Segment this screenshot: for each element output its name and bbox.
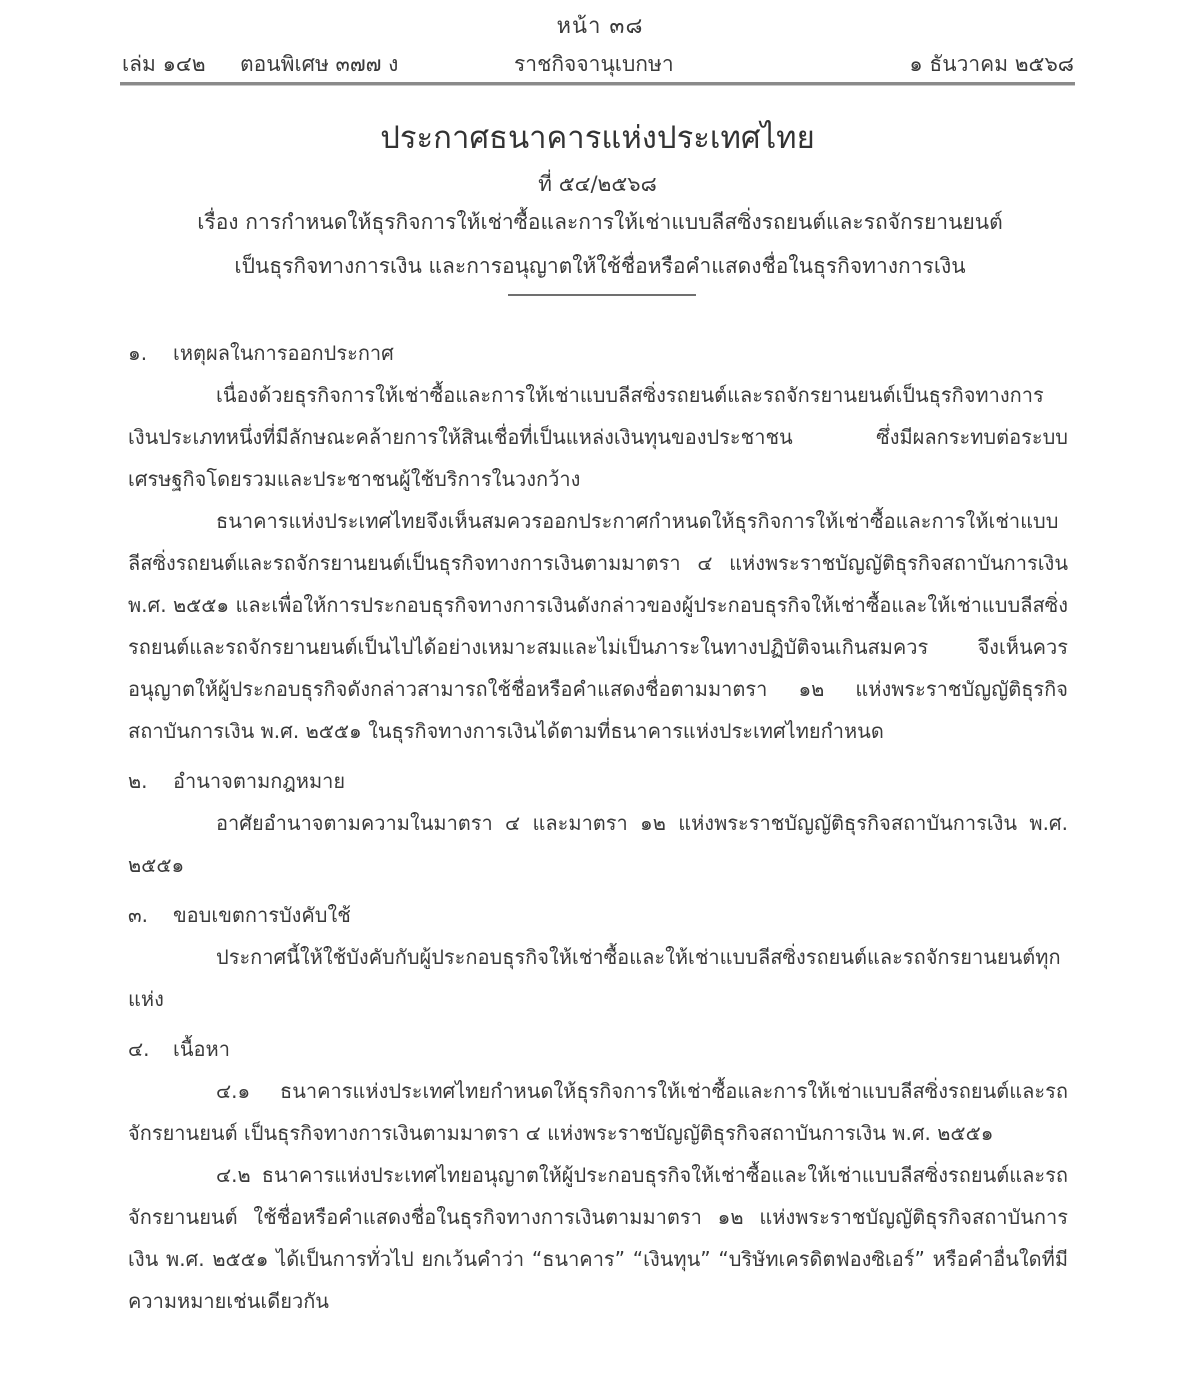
section-number: ๑. [128,341,148,365]
header-divider [120,82,1075,86]
announcement-number: ที่ ๕๔/๒๕๖๘ [538,172,657,196]
paragraph: เนื่องด้วยธุรกิจการให้เช่าซื้อและการให้เช่าแบบลีสซิ่งรถยนต์และรถจักรยานยนต์เป็นธุรกิจทางการเงินประเภทหนึ่งที่มีลักษณะคล้ายการให้สินเชื่อที่เป็นแหล่งเงินทุนของประชาชน ซึ่งมีผลกระทบต่อระบบเศรษฐกิจโดยรวมและประชาชนผู้ใช้บริการในวงกว้าง [128,383,1068,491]
gazette-date: ๑ ธันวาคม ๒๕๖๘ [909,52,1074,76]
section-heading-1 [128,332,1068,374]
section-number: ๓. [128,903,149,927]
page-number: หน้า ๓๘ [556,14,644,39]
section-title: เนื้อหา [173,1037,230,1061]
gazette-volume: เล่ม ๑๔๒ [122,52,206,76]
paragraph: ธนาคารแห่งประเทศไทยจึงเห็นสมควรออกประกาศกำหนดให้ธุรกิจการให้เช่าซื้อและการให้เช่าแบบลีสซิ่งรถยนต์และรถจักรยานยนต์เป็นธุรกิจทางการเงินตามมาตรา ๔ แห่งพระราชบัญญัติธุรกิจสถาบันการเงิน พ.ศ. ๒๕๕๑ และเพื่อให้การประกอบธุรกิจทางการเงินดังกล่าวของผู้ประกอบธุรกิจให้เช่าซื้อและให้เช่าแบบลีสซิ่งรถยนต์และรถจักรยานยนต์เป็นไปได้อย่างเหมาะสมและไม่เป็นภาระในทางปฏิบัติจนเกินสมควร จึงเห็นควรอนุญาตให้ผู้ประกอบธุรกิจดังกล่าวสามารถใช้ชื่อหรือคำแสดงชื่อตามมาตรา ๑๒ แห่งพระราชบัญญัติธุรกิจสถาบันการเงิน พ.ศ. ๒๕๕๑ ในธุรกิจทางการเงินได้ตามที่ธนาคารแห่งประเทศไทยกำหนด [128,509,1068,743]
announcement-title: ประกาศธนาคารแห่งประเทศไทย [380,120,815,156]
section-title: เหตุผลในการออกประกาศ [173,341,394,365]
title-divider [508,294,696,296]
announcement-subject [150,200,1050,288]
paragraph: ๔.๒ ธนาคารแห่งประเทศไทยอนุญาตให้ผู้ประกอบธุรกิจให้เช่าซื้อและให้เช่าแบบลีสซิ่งรถยนต์และรถจักรยานยนต์ ใช้ชื่อหรือคำแสดงชื่อในธุรกิจทางการเงินตามมาตรา ๑๒ แห่งพระราชบัญญัติธุรกิจสถาบันการเงิน พ.ศ. ๒๕๕๑ ได้เป็นการทั่วไป ยกเว้นคำว่า “ธนาคาร” “เงินทุน” “บริษัทเครดิตฟองซิเอร์” หรือคำอื่นใดที่มีความหมายเช่นเดียวกัน [128,1163,1068,1313]
paragraph: ประกาศนี้ให้ใช้บังคับกับผู้ประกอบธุรกิจให้เช่าซื้อและให้เช่าแบบลีสซิ่งรถยนต์และรถจักรยานยนต์ทุกแห่ง [128,945,1061,1011]
gazette-header [122,48,1074,82]
paragraph: อาศัยอำนาจตามความในมาตรา ๔ และมาตรา ๑๒ แห่งพระราชบัญญัติธุรกิจสถาบันการเงิน พ.ศ. ๒๕๕๑ [128,811,1068,877]
section-title: อำนาจตามกฎหมาย [173,769,346,793]
section-heading-2 [128,760,1068,802]
announcement-body [128,332,1068,1322]
section-heading-4 [128,1028,1068,1070]
section-number: ๒. [128,769,148,793]
section-title: ขอบเขตการบังคับใช้ [173,903,351,927]
paragraph: ๔.๑ ธนาคารแห่งประเทศไทยกำหนดให้ธุรกิจการให้เช่าซื้อและการให้เช่าแบบลีสซิ่งรถยนต์และรถจักรยานยนต์ เป็นธุรกิจทางการเงินตามมาตรา ๔ แห่งพระราชบัญญัติธุรกิจสถาบันการเงิน พ.ศ. ๒๕๕๑ [128,1079,1068,1145]
gazette-name: ราชกิจจานุเบกษา [514,52,674,76]
section-number: ๔. [128,1037,150,1061]
gazette-section: ตอนพิเศษ ๓๗๗ ง [240,52,399,76]
section-heading-3 [128,894,1068,936]
subject-line-1: เรื่อง การกำหนดให้ธุรกิจการให้เช่าซื้อและการให้เช่าแบบลีสซิ่งรถยนต์และรถจักรยานยนต์ [197,210,1003,234]
subject-line-2: เป็นธุรกิจทางการเงิน และการอนุญาตให้ใช้ชื่อหรือคำแสดงชื่อในธุรกิจทางการเงิน [234,254,966,278]
